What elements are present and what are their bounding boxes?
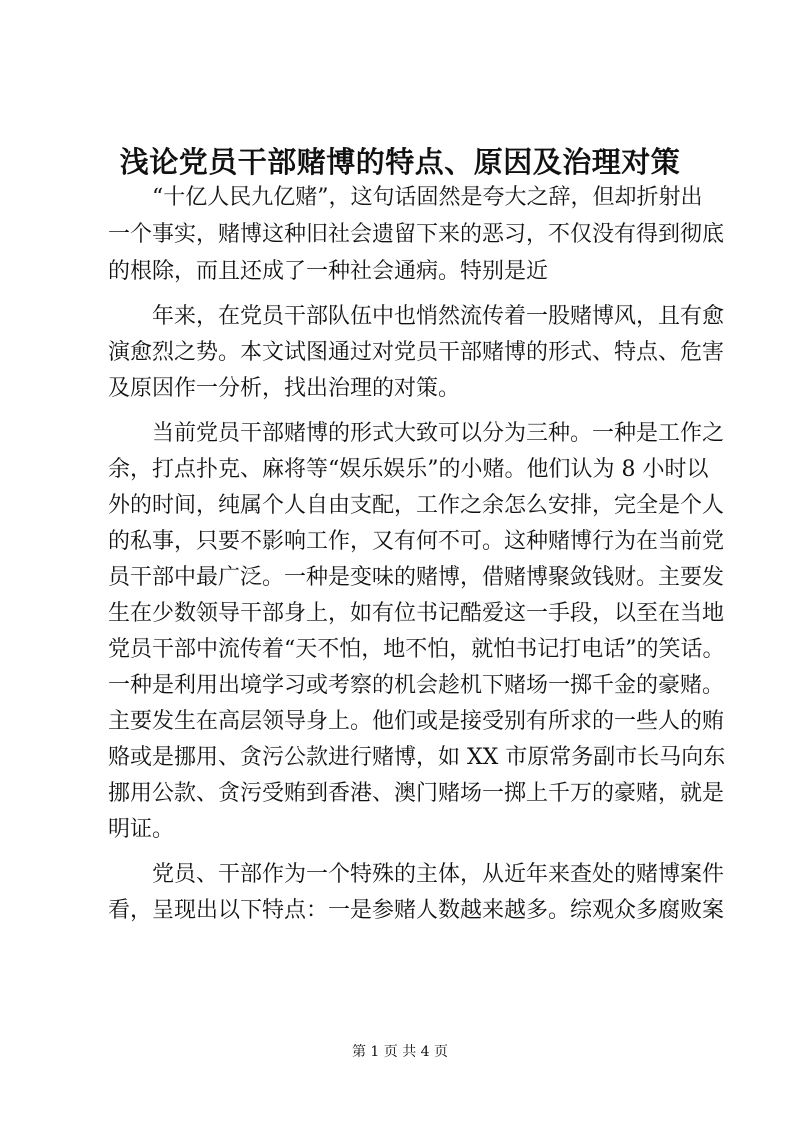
body-line: 生在少数领导干部身上，如有位书记酷爱这一手段，以至在当地 (108, 601, 725, 626)
body-line: “十亿人民九亿赌”，这句话固然是夸大之辞，但却折射出 (108, 185, 703, 210)
body-line: 当前党员干部赌博的形式大致可以分为三种。一种是工作之 (108, 421, 725, 446)
body-line: 赂或是挪用、贪污公款进行赌博，如 XX 市原常务副市长马向东 (108, 745, 726, 770)
body-line: 员干部中最广泛。一种是变味的赌博，借赌博聚敛钱财。主要发 (108, 565, 725, 590)
body-line: 看，呈现出以下特点：一是参赌人数越来越多。综观众多腐败案 (108, 898, 725, 923)
body-line: 演愈烈之势。本文试图通过对党员干部赌博的形式、特点、危害 (108, 340, 725, 365)
body-line: 余，打点扑克、麻将等“娱乐娱乐”的小赌。他们认为 8 小时以 (108, 457, 709, 482)
body-line: 党员干部中流传着“天不怕，地不怕，就怕书记打电话”的笑话。 (108, 637, 725, 662)
body-line: 党员、干部作为一个特殊的主体，从近年来查处的赌博案件 (108, 862, 725, 887)
document-title: 浅论党员干部赌博的特点、原因及治理对策 (119, 145, 681, 179)
body-line: 的私事，只要不影响工作，又有何不可。这种赌博行为在当前党 (108, 529, 725, 554)
body-line: 主要发生在高层领导身上。他们或是接受别有所求的一些人的贿 (108, 709, 725, 734)
body-line: 及原因作一分析，找出治理的对策。 (108, 376, 461, 401)
page-number: 第 1 页 共 4 页 (351, 1044, 449, 1060)
body-line: 挪用公款、贪污受贿到香港、澳门赌场一掷上千万的豪赌，就是 (108, 781, 725, 806)
body-line: 一种是利用出境学习或考察的机会趁机下赌场一掷千金的豪赌。 (108, 673, 725, 698)
body-line: 年来，在党员干部队伍中也悄然流传着一股赌博风，且有愈 (108, 304, 725, 329)
body-line: 的根除，而且还成了一种社会通病。特别是近 (108, 259, 549, 284)
body-line: 一个事实，赌博这种旧社会遗留下来的恶习，不仅没有得到彻底 (108, 222, 725, 247)
body-line: 外的时间，纯属个人自由支配，工作之余怎么安排，完全是个人 (108, 493, 725, 518)
body-line: 明证。 (108, 817, 175, 842)
